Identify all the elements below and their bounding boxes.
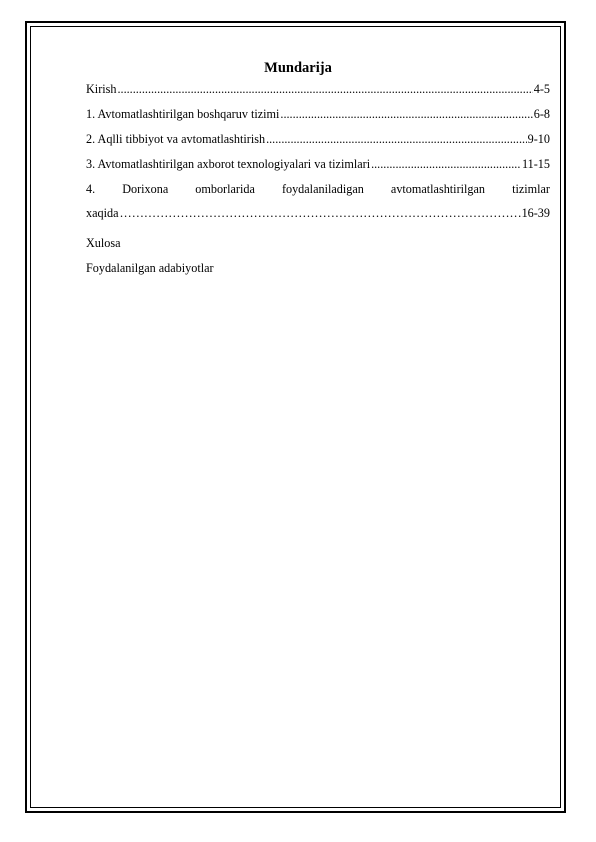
toc-entry-label: xaqida <box>86 206 119 220</box>
toc-entry-page: 16-39 <box>521 206 550 220</box>
toc-entry-1 <box>86 106 550 123</box>
toc-leader-dots <box>117 81 532 98</box>
toc-word: 4. <box>86 182 96 196</box>
toc-leader-dots <box>120 205 521 222</box>
toc-conclusion: Xulosa <box>86 236 121 250</box>
page-title: Mundarija <box>264 60 332 76</box>
toc-entry-page: 9-10 <box>527 132 550 146</box>
toc-entry-3 <box>86 156 550 173</box>
toc-entry-label: Kirish <box>86 82 117 96</box>
toc-word: omborlarida <box>195 182 255 196</box>
toc-leader-dots <box>266 131 527 148</box>
toc-entry-2 <box>86 131 550 148</box>
toc-word: tizimlar <box>512 182 550 196</box>
toc-word: foydalaniladigan <box>281 182 364 196</box>
toc-references: Foydalanilgan adabiyotlar <box>86 261 214 275</box>
toc-entry-4-line-1 <box>86 181 550 198</box>
toc-entry-label: 3. Avtomatlashtirilgan axborot texnologiyalari va tizimlari <box>86 157 371 171</box>
toc-entry-label: 2. Aqlli tibbiyot va avtomatlashtirish <box>86 132 266 146</box>
toc-leader-dots <box>371 156 521 173</box>
toc-entry-page: 4-5 <box>533 82 550 96</box>
toc-word: avtomatlashtirilgan <box>390 182 485 196</box>
toc-entry-page: 11-15 <box>522 157 550 171</box>
toc-word: Dorixona <box>122 182 169 196</box>
toc-entry-4-line-2 <box>86 205 550 222</box>
toc-entry-page: 6-8 <box>533 107 550 121</box>
toc-leader-dots <box>280 106 532 123</box>
toc-entry-intro <box>86 81 550 98</box>
toc-entry-label: 1. Avtomatlashtirilgan boshqaruv tizimi <box>86 107 280 121</box>
